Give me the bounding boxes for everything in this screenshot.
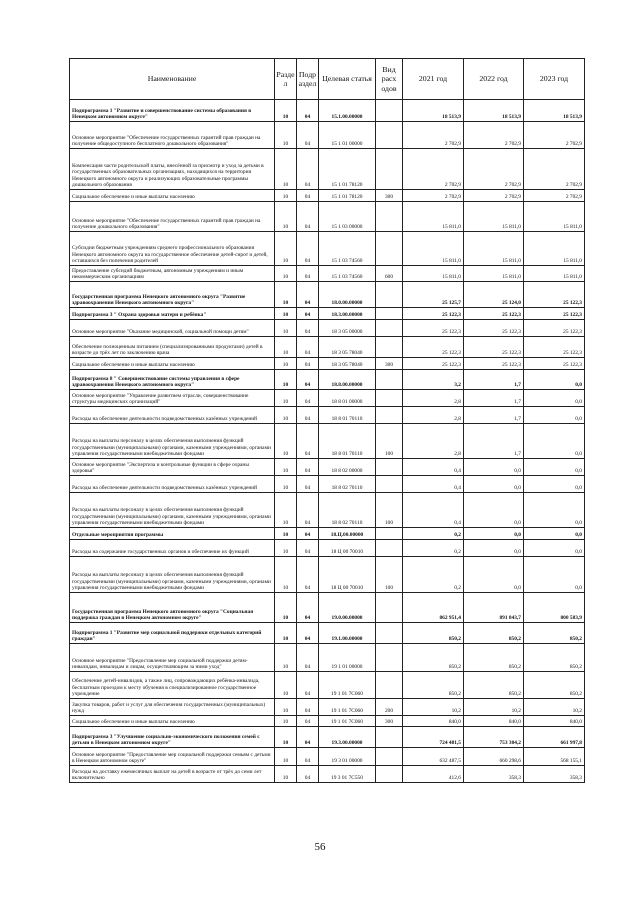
cell-podrazdel: 04 (297, 202, 319, 232)
cell-podrazdel: 04 (297, 122, 319, 149)
cell-podrazdel: 04 (297, 459, 319, 476)
cell-podrazdel: 04 (297, 320, 319, 337)
cell-2023: 25 122,3 (524, 282, 585, 308)
table-row (70, 282, 585, 308)
cell-2023: 0,0 (524, 540, 585, 557)
cell-vid (376, 593, 403, 623)
cell-vid (376, 727, 403, 748)
cell-name: Подпрограмма 3 "Улучшение социально-экономического положения семей с детьми в Ненецком автономном округе" (70, 727, 275, 748)
cell-2023: 15 811,0 (524, 232, 585, 266)
cell-2023: 25 122,3 (524, 308, 585, 320)
cell-name: Государственная программа Ненецкого автономного округа "Развитие здравоохранения Ненецкого автономного округа" (70, 282, 275, 308)
table-row (70, 122, 585, 149)
cell-article: 18 Ц 00 70010 (319, 557, 376, 593)
cell-2023: 0,0 (524, 390, 585, 407)
cell-2021: 2,8 (403, 390, 464, 407)
cell-podrazdel: 04 (297, 540, 319, 557)
cell-2023: 10,2 (524, 699, 585, 716)
cell-2022: 18 513,9 (464, 100, 524, 122)
cell-razdel: 10 (275, 623, 297, 644)
cell-2023: 850,2 (524, 644, 585, 672)
cell-vid: 100 (376, 557, 403, 593)
cell-razdel: 10 (275, 699, 297, 716)
cell-2021: 25 122,3 (403, 320, 464, 337)
cell-2023: 661 997,8 (524, 727, 585, 748)
cell-podrazdel: 04 (297, 308, 319, 320)
cell-name: Основное мероприятие "Экспертиза и контрольные функции в сфере охраны здоровья" (70, 459, 275, 476)
cell-article: 19 1 01 7С060 (319, 699, 376, 716)
cell-vid: 300 (376, 190, 403, 202)
cell-name: Основное мероприятие "Предоставление мер социальной поддержки детям-инвалидам, инвалидам и лицам, осуществляющим за ними уход" (70, 644, 275, 672)
cell-2021: 2 702,9 (403, 122, 464, 149)
cell-article: 18.Ц.00.00000 (319, 528, 376, 540)
cell-razdel: 10 (275, 528, 297, 540)
cell-2022: 25 122,3 (464, 308, 524, 320)
cell-2021: 3,2 (403, 370, 464, 390)
cell-razdel: 10 (275, 407, 297, 424)
cell-2022: 25 122,3 (464, 320, 524, 337)
cell-2023: 15 811,0 (524, 266, 585, 282)
table-row (70, 699, 585, 716)
cell-podrazdel: 04 (297, 282, 319, 308)
cell-2022: 0,0 (464, 540, 524, 557)
cell-vid (376, 232, 403, 266)
table-row (70, 232, 585, 266)
cell-2023: 2 702,9 (524, 149, 585, 190)
cell-article: 18 8 02 00000 (319, 459, 376, 476)
cell-2022: 10,2 (464, 699, 524, 716)
cell-name: Подпрограмма 8 " Совершенствование системы управления в сфере здравоохранения Ненецкого автономного округа" (70, 370, 275, 390)
cell-podrazdel: 04 (297, 149, 319, 190)
table-row (70, 424, 585, 459)
page-number: 56 (314, 841, 326, 853)
cell-2023: 25 122,3 (524, 358, 585, 370)
cell-article: 18.3.00.00000 (319, 308, 376, 320)
cell-podrazdel: 04 (297, 100, 319, 122)
cell-article: 18 8 02 70110 (319, 493, 376, 528)
table-row (70, 407, 585, 424)
cell-name: Обеспечение полноценным питанием (специализированными продуктами) детей в возрасте до трёх лет по заключению врача (70, 337, 275, 358)
cell-2022: 1,7 (464, 424, 524, 459)
cell-vid: 600 (376, 266, 403, 282)
cell-2021: 2,8 (403, 407, 464, 424)
cell-2022: 1,7 (464, 390, 524, 407)
cell-podrazdel: 04 (297, 623, 319, 644)
cell-podrazdel: 04 (297, 748, 319, 766)
cell-name: Подпрограмма 3 " Охрана здоровья матери и ребёнка" (70, 308, 275, 320)
cell-vid (376, 282, 403, 308)
cell-article: 19 3 01 00000 (319, 748, 376, 766)
table-row (70, 528, 585, 540)
cell-vid (376, 149, 403, 190)
cell-razdel: 10 (275, 122, 297, 149)
cell-2021: 0,4 (403, 476, 464, 493)
cell-2022: 0,0 (464, 557, 524, 593)
cell-razdel: 10 (275, 593, 297, 623)
cell-vid (376, 766, 403, 783)
cell-2023: 0,0 (524, 407, 585, 424)
cell-2023: 2 702,9 (524, 122, 585, 149)
cell-vid (376, 370, 403, 390)
cell-razdel: 10 (275, 716, 297, 727)
cell-2021: 2,8 (403, 424, 464, 459)
cell-razdel: 10 (275, 557, 297, 593)
cell-razdel: 10 (275, 459, 297, 476)
header-razdel: Разде л (275, 59, 297, 100)
table-row (70, 540, 585, 557)
header-2023: 2023 год (524, 59, 585, 100)
cell-article: 15 1 01 78120 (319, 149, 376, 190)
cell-article: 18 3 05 78040 (319, 358, 376, 370)
cell-name: Социальное обеспечение и иные выплаты населению (70, 716, 275, 727)
cell-2021: 25 122,3 (403, 358, 464, 370)
cell-name: Основное мероприятие "Оказание медицинской, социальной помощи детям" (70, 320, 275, 337)
cell-article: 19.0.00.00000 (319, 593, 376, 623)
cell-2021: 850,2 (403, 672, 464, 699)
cell-article: 19.3.00.00000 (319, 727, 376, 748)
cell-razdel: 10 (275, 748, 297, 766)
cell-vid (376, 748, 403, 766)
cell-vid (376, 100, 403, 122)
cell-name: Государственная программа Ненецкого автономного округа "Социальная поддержка граждан в Ненецком автономном округе" (70, 593, 275, 623)
cell-name: Социальное обеспечение и иные выплаты населению (70, 190, 275, 202)
cell-name: Предоставление субсидий бюджетным, автономным учреждениям и иным некоммерческим организациям (70, 266, 275, 282)
cell-name: Компенсация части родительской платы, внесённой за присмотр и уход за детьми в государственных образовательных организациях, находящихся на территории Ненецкого автономного округа и реализующих образовательные программы дошкольного образования (70, 149, 275, 190)
cell-article: 18.0.00.00000 (319, 282, 376, 308)
cell-2022: 15 811,0 (464, 232, 524, 266)
cell-2021: 0,4 (403, 459, 464, 476)
cell-podrazdel: 04 (297, 358, 319, 370)
cell-2023: 840,0 (524, 716, 585, 727)
table-row (70, 623, 585, 644)
cell-2023: 15 811,0 (524, 202, 585, 232)
cell-vid (376, 528, 403, 540)
cell-article: 15.1.00.00000 (319, 100, 376, 122)
header-name: Наименование (70, 59, 275, 100)
cell-2023: 2 702,9 (524, 190, 585, 202)
table-row (70, 716, 585, 727)
table-row (70, 644, 585, 672)
cell-article: 19 3 01 7С550 (319, 766, 376, 783)
cell-article: 18 8 01 70110 (319, 424, 376, 459)
cell-name: Субсидии бюджетным учреждениям среднего профессионального образования Ненецкого автономного округа на государственное обеспечение детей-сирот и детей, оставшихся без попечения родителей (70, 232, 275, 266)
cell-2023: 800 583,9 (524, 593, 585, 623)
cell-2021: 0,2 (403, 528, 464, 540)
cell-2021: 0,2 (403, 540, 464, 557)
cell-name: Расходы на выплаты персоналу в целях обеспечения выполнения функций государственными (муниципальными) органами, казенными учреждениями, органами управления государственными внебюджетными фондами (70, 424, 275, 459)
cell-podrazdel: 04 (297, 766, 319, 783)
cell-vid (376, 202, 403, 232)
cell-podrazdel: 04 (297, 232, 319, 266)
header-podrazdel: Подр аздел (297, 59, 319, 100)
header-article: Целевая статья (319, 59, 376, 100)
cell-2023: 0,0 (524, 459, 585, 476)
cell-article: 15 1 01 78120 (319, 190, 376, 202)
cell-vid (376, 459, 403, 476)
cell-2022: 2 702,9 (464, 149, 524, 190)
cell-2021: 10,2 (403, 699, 464, 716)
table-row (70, 390, 585, 407)
cell-podrazdel: 04 (297, 493, 319, 528)
cell-2023: 0,0 (524, 493, 585, 528)
cell-podrazdel: 04 (297, 266, 319, 282)
table-row (70, 190, 585, 202)
cell-vid (376, 540, 403, 557)
cell-razdel: 10 (275, 390, 297, 407)
cell-2022: 0,0 (464, 493, 524, 528)
cell-2023: 0,0 (524, 370, 585, 390)
table-row (70, 459, 585, 476)
cell-article: 19 1 01 7С060 (319, 716, 376, 727)
cell-vid: 200 (376, 699, 403, 716)
cell-2022: 850,2 (464, 672, 524, 699)
cell-podrazdel: 04 (297, 528, 319, 540)
cell-name: Расходы на доставку ежемесячных выплат на детей в возрасте от трёх до семи лет включительно (70, 766, 275, 783)
cell-podrazdel: 04 (297, 727, 319, 748)
cell-2022: 0,0 (464, 476, 524, 493)
cell-2022: 2 702,9 (464, 190, 524, 202)
cell-article: 18 8 02 70110 (319, 476, 376, 493)
cell-razdel: 10 (275, 370, 297, 390)
cell-razdel: 10 (275, 232, 297, 266)
cell-vid: 300 (376, 358, 403, 370)
header-vid: Вид расх одов (376, 59, 403, 100)
cell-2021: 412,6 (403, 766, 464, 783)
cell-2022: 15 811,0 (464, 266, 524, 282)
cell-article: 19 1 01 7С060 (319, 672, 376, 699)
cell-podrazdel: 04 (297, 593, 319, 623)
cell-2021: 18 513,9 (403, 100, 464, 122)
cell-razdel: 10 (275, 493, 297, 528)
cell-2021: 25 125,7 (403, 282, 464, 308)
cell-razdel: 10 (275, 476, 297, 493)
cell-2023: 850,2 (524, 623, 585, 644)
cell-vid: 100 (376, 424, 403, 459)
table-row (70, 266, 585, 282)
cell-razdel: 10 (275, 202, 297, 232)
cell-name: Расходы на выплаты персоналу в целях обеспечения выполнения функций государственными (муниципальными) органами, казенными учреждениями, органами управления государственными внебюджетными фондами (70, 557, 275, 593)
cell-article: 19.1.00.00000 (319, 623, 376, 644)
cell-name: Основное мероприятие "Обеспечение государственных гарантий прав граждан на получение дошкольного образования" (70, 202, 275, 232)
cell-2021: 840,0 (403, 716, 464, 727)
cell-name: Социальное обеспечение и иные выплаты населению (70, 358, 275, 370)
cell-2022: 25 124,0 (464, 282, 524, 308)
cell-podrazdel: 04 (297, 337, 319, 358)
cell-razdel: 10 (275, 282, 297, 308)
table-row (70, 672, 585, 699)
cell-podrazdel: 04 (297, 370, 319, 390)
cell-vid (376, 308, 403, 320)
cell-article: 15 1 03 00000 (319, 202, 376, 232)
cell-2021: 724 481,5 (403, 727, 464, 748)
cell-article: 15 1 03 74560 (319, 232, 376, 266)
cell-2021: 15 811,0 (403, 266, 464, 282)
cell-article: 19 1 01 00000 (319, 644, 376, 672)
table-row (70, 358, 585, 370)
cell-article: 18 8 01 70110 (319, 407, 376, 424)
cell-razdel: 10 (275, 266, 297, 282)
cell-vid (376, 672, 403, 699)
cell-2023: 0,0 (524, 476, 585, 493)
cell-name: Подпрограмма 1 "Развитие мер социальной поддержки отдельных категорий граждан" (70, 623, 275, 644)
cell-2022: 660 298,6 (464, 748, 524, 766)
table-row (70, 557, 585, 593)
cell-podrazdel: 04 (297, 557, 319, 593)
table-row (70, 337, 585, 358)
table-row (70, 748, 585, 766)
table-row (70, 320, 585, 337)
table-row (70, 202, 585, 232)
cell-2021: 2 702,9 (403, 190, 464, 202)
cell-podrazdel: 04 (297, 699, 319, 716)
budget-table (69, 58, 585, 783)
cell-razdel: 10 (275, 100, 297, 122)
table-row (70, 100, 585, 122)
cell-2021: 2 702,9 (403, 149, 464, 190)
cell-2022: 850,2 (464, 644, 524, 672)
cell-2023: 568 155,1 (524, 748, 585, 766)
cell-razdel: 10 (275, 424, 297, 459)
cell-razdel: 10 (275, 337, 297, 358)
cell-razdel: 10 (275, 358, 297, 370)
cell-2021: 850,2 (403, 644, 464, 672)
cell-vid (376, 390, 403, 407)
table-row (70, 493, 585, 528)
cell-article: 15 1 01 00000 (319, 122, 376, 149)
cell-2022: 840,0 (464, 716, 524, 727)
cell-podrazdel: 04 (297, 190, 319, 202)
cell-2022: 25 122,3 (464, 358, 524, 370)
cell-2022: 850,2 (464, 623, 524, 644)
cell-name: Расходы на обеспечение деятельности подведомственных казённых учреждений (70, 407, 275, 424)
table-row (70, 149, 585, 190)
cell-podrazdel: 04 (297, 672, 319, 699)
cell-article: 18 3 05 00000 (319, 320, 376, 337)
cell-podrazdel: 04 (297, 390, 319, 407)
cell-name: Отдельные мероприятия программы (70, 528, 275, 540)
table-row (70, 308, 585, 320)
cell-2023: 358,3 (524, 766, 585, 783)
cell-name: Подпрограмма 1 "Развитие и совершенствование системы образования в Ненецком автономном округе" (70, 100, 275, 122)
cell-vid (376, 337, 403, 358)
table-row (70, 727, 585, 748)
cell-vid (376, 320, 403, 337)
header-2022: 2022 год (464, 59, 524, 100)
cell-vid: 300 (376, 716, 403, 727)
cell-name: Основное мероприятие "Обеспечение государственных гарантий прав граждан на получение общедоступного бесплатного дошкольного образования" (70, 122, 275, 149)
table-row (70, 370, 585, 390)
cell-name: Расходы на содержание государственных органов и обеспечение их функций (70, 540, 275, 557)
cell-2021: 632 487,5 (403, 748, 464, 766)
cell-article: 18 8 01 00000 (319, 390, 376, 407)
cell-2022: 0,0 (464, 459, 524, 476)
cell-razdel: 10 (275, 727, 297, 748)
cell-article: 18 Ц 00 70010 (319, 540, 376, 557)
cell-2021: 25 122,3 (403, 308, 464, 320)
cell-podrazdel: 04 (297, 424, 319, 459)
cell-2022: 2 702,9 (464, 122, 524, 149)
cell-article: 18 3 05 78040 (319, 337, 376, 358)
cell-vid (376, 476, 403, 493)
table-row (70, 766, 585, 783)
cell-vid (376, 122, 403, 149)
cell-2022: 15 811,0 (464, 202, 524, 232)
header-2021: 2021 год (403, 59, 464, 100)
cell-razdel: 10 (275, 672, 297, 699)
cell-2023: 25 122,3 (524, 320, 585, 337)
cell-2022: 1,7 (464, 407, 524, 424)
cell-razdel: 10 (275, 644, 297, 672)
table-row (70, 593, 585, 623)
cell-podrazdel: 04 (297, 407, 319, 424)
cell-article: 18.8.00.00000 (319, 370, 376, 390)
cell-podrazdel: 04 (297, 476, 319, 493)
table-header-row (70, 59, 585, 100)
cell-2021: 15 811,0 (403, 232, 464, 266)
cell-2022: 753 304,2 (464, 727, 524, 748)
cell-name: Расходы на выплаты персоналу в целях обеспечения выполнения функций государственными (муниципальными) органами, казенными учреждениями, органами управления государственными внебюджетными фондами (70, 493, 275, 528)
cell-2021: 862 951,4 (403, 593, 464, 623)
cell-razdel: 10 (275, 149, 297, 190)
cell-2022: 358,3 (464, 766, 524, 783)
cell-vid (376, 623, 403, 644)
cell-2021: 25 122,3 (403, 337, 464, 358)
cell-2023: 18 513,9 (524, 100, 585, 122)
cell-vid: 100 (376, 493, 403, 528)
cell-podrazdel: 04 (297, 644, 319, 672)
cell-2023: 0,0 (524, 557, 585, 593)
cell-name: Основное мероприятие "Управление развитием отрасли, совершенствование структуры медицинских организаций" (70, 390, 275, 407)
cell-razdel: 10 (275, 540, 297, 557)
cell-razdel: 10 (275, 320, 297, 337)
cell-2023: 0,0 (524, 424, 585, 459)
cell-razdel: 10 (275, 766, 297, 783)
cell-name: Закупка товаров, работ и услуг для обеспечения государственных (муниципальных) нужд (70, 699, 275, 716)
cell-2023: 0,0 (524, 528, 585, 540)
table-row (70, 476, 585, 493)
cell-vid (376, 407, 403, 424)
cell-vid (376, 644, 403, 672)
cell-podrazdel: 04 (297, 716, 319, 727)
cell-razdel: 10 (275, 190, 297, 202)
cell-2022: 1,7 (464, 370, 524, 390)
cell-2022: 0,0 (464, 528, 524, 540)
cell-2022: 891 843,7 (464, 593, 524, 623)
cell-2021: 0,2 (403, 557, 464, 593)
cell-name: Основное мероприятие "Предоставление мер социальной поддержки семьям с детьми в Ненецком автономном округе" (70, 748, 275, 766)
cell-name: Расходы на обеспечение деятельности подведомственных казённых учреждений (70, 476, 275, 493)
cell-razdel: 10 (275, 308, 297, 320)
cell-2023: 850,2 (524, 672, 585, 699)
cell-article: 15 1 03 74560 (319, 266, 376, 282)
cell-2021: 850,2 (403, 623, 464, 644)
cell-2022: 25 122,3 (464, 337, 524, 358)
cell-2023: 25 122,3 (524, 337, 585, 358)
cell-name: Обеспечение детей-инвалидов, а также лиц, сопровождающих ребёнка-инвалида, бесплатным проездом к месту обучения в специализированное государственное учреждение (70, 672, 275, 699)
cell-2021: 0,4 (403, 493, 464, 528)
cell-2021: 15 811,0 (403, 202, 464, 232)
